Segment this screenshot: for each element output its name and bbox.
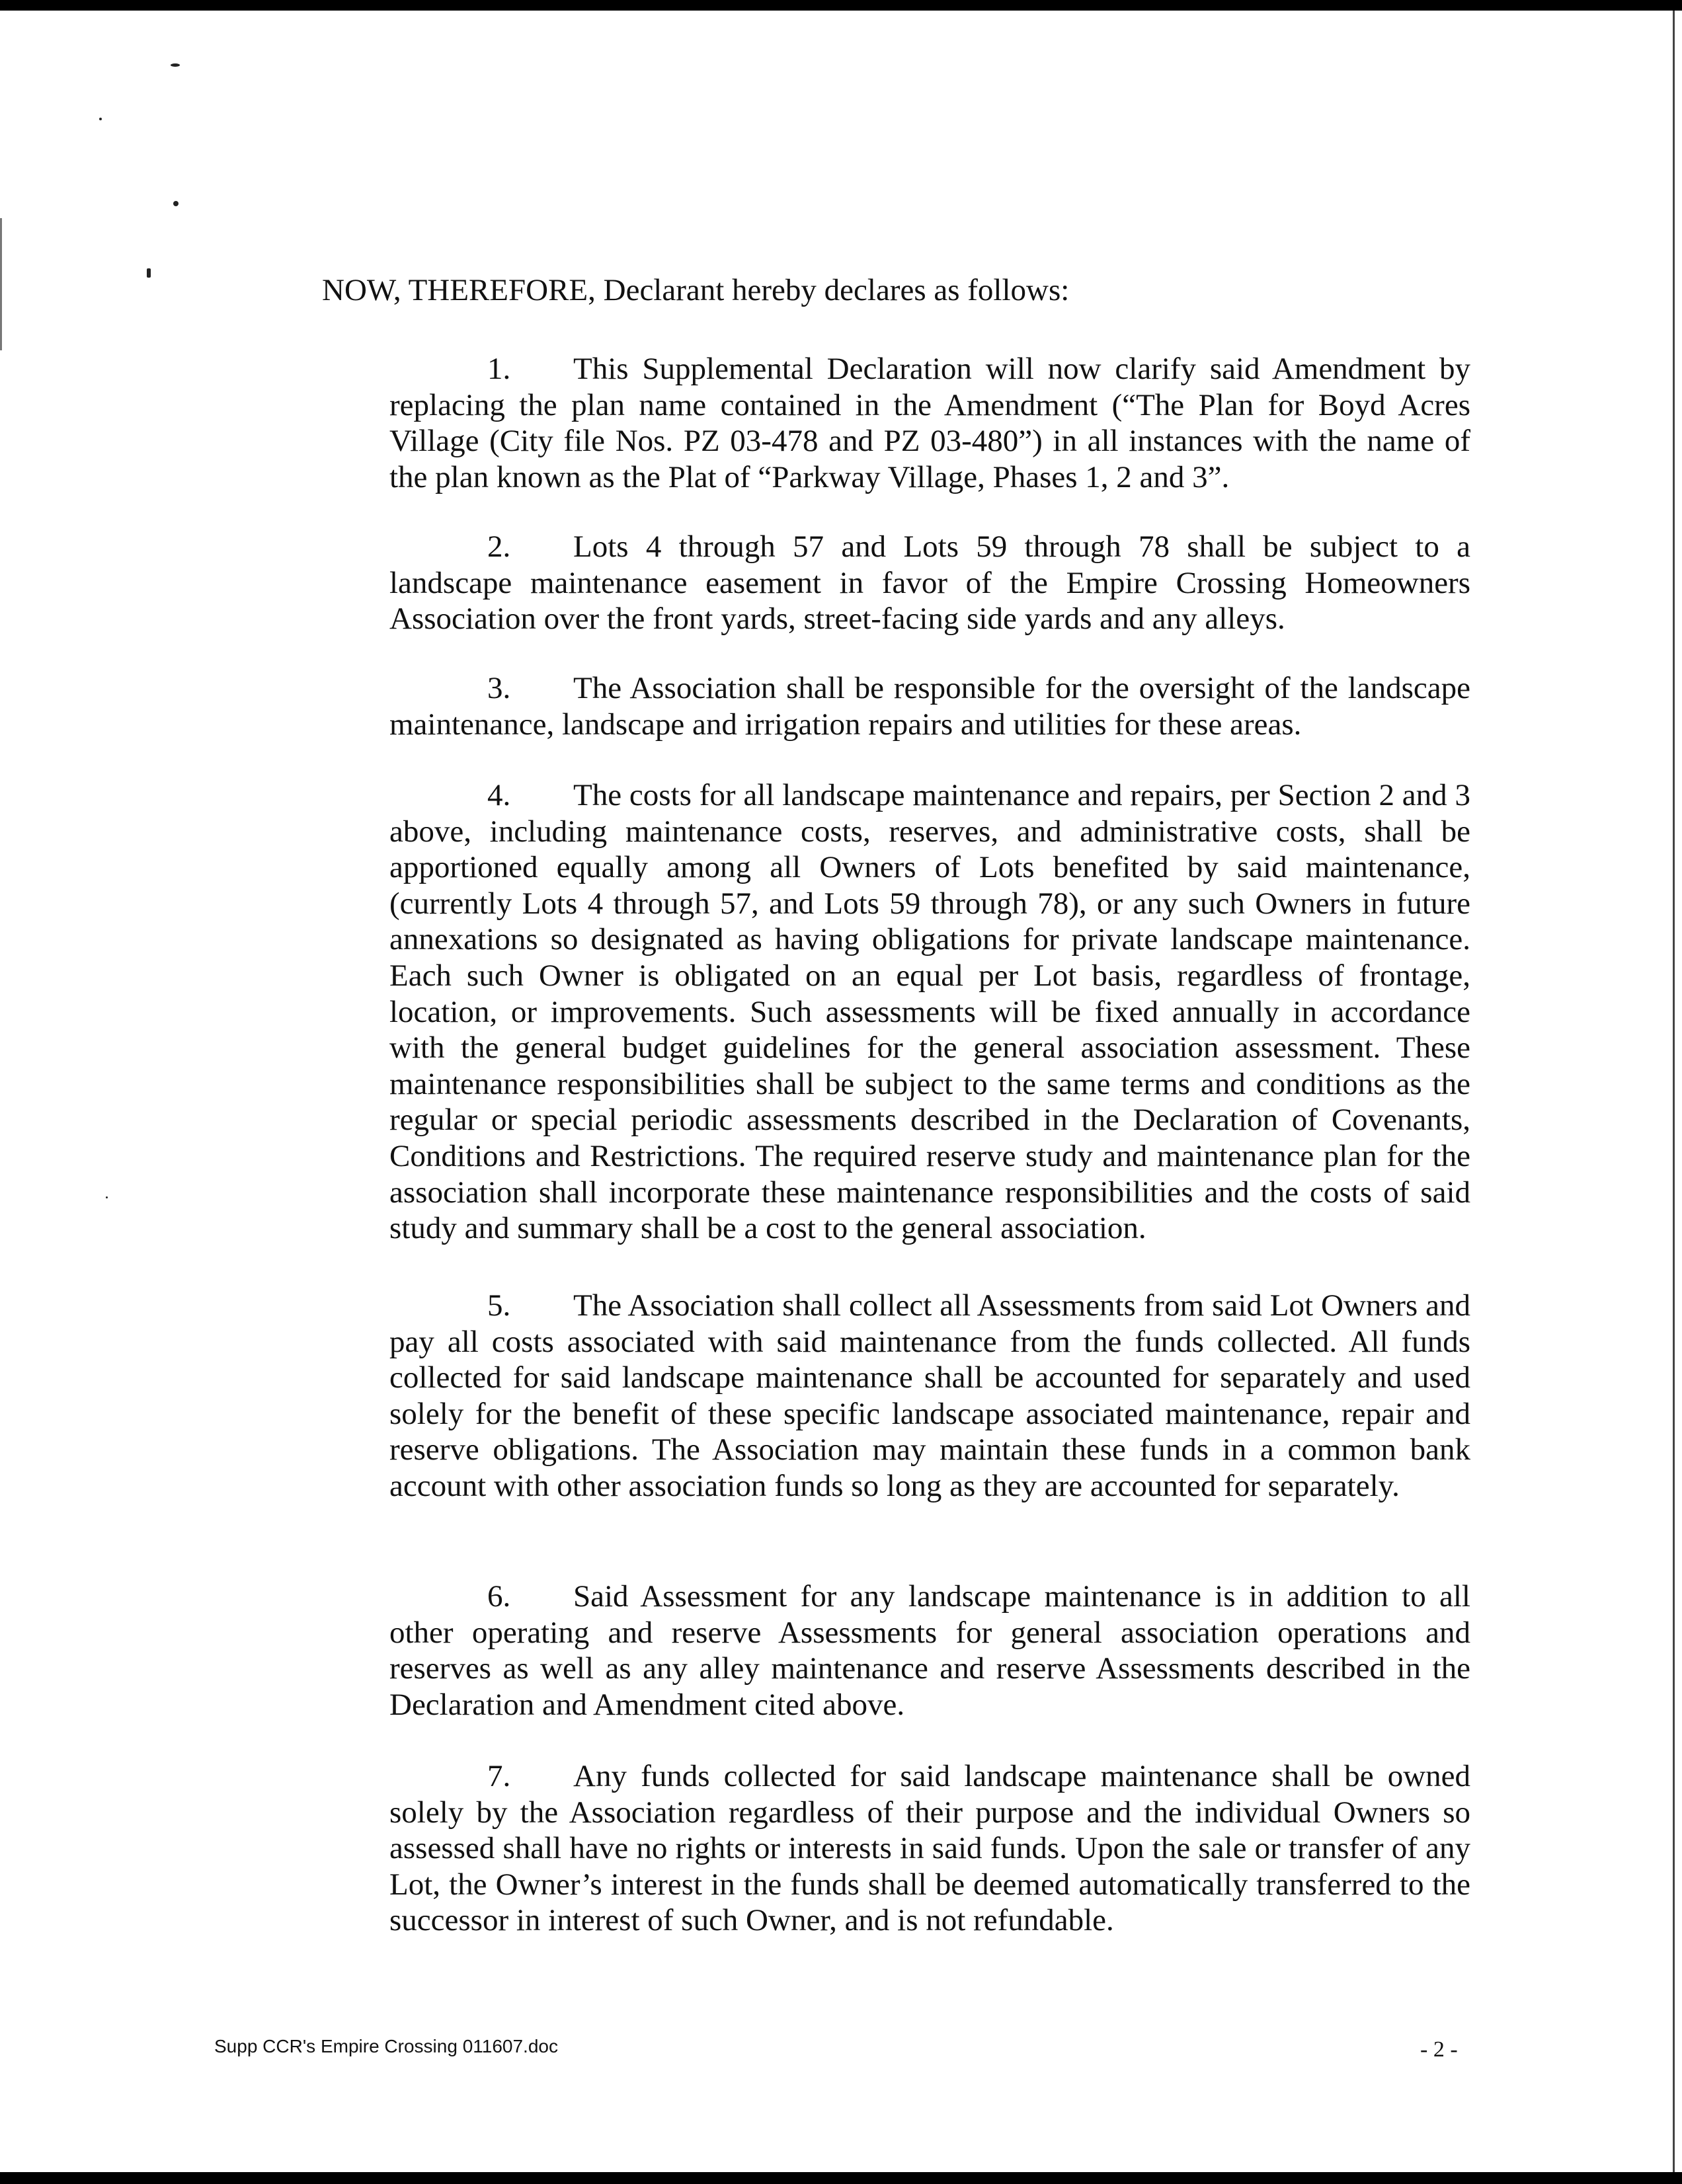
paragraph-number: 4. xyxy=(487,778,511,812)
scan-bottom-border xyxy=(0,2172,1682,2184)
paragraph-2 xyxy=(389,529,1470,637)
scan-left-edge xyxy=(0,218,2,350)
scan-right-edge xyxy=(1673,11,1675,2172)
footer-filename: Supp CCR's Empire Crossing 011607.doc xyxy=(214,2036,558,2056)
scan-speck xyxy=(147,268,151,278)
paragraph-3 xyxy=(389,670,1470,742)
paragraph-text: Any funds collected for said landscape maintenance shall be owned solely by the Association regardless of their purpose and the individual Owners so assessed shall have no rights or interests in said funds. Upon the sale or transfer of any Lot, the Owner’s interest in the funds shall be deemed automatically transferred to the successor in interest of such Owner, and is not refundable. xyxy=(389,1759,1470,1938)
scan-speck xyxy=(106,1196,108,1198)
paragraph-6 xyxy=(389,1579,1470,1723)
paragraph-number: 5. xyxy=(487,1288,511,1323)
scan-speck xyxy=(173,201,179,206)
intro-line: NOW, THEREFORE, Declarant hereby declares as follows: xyxy=(322,273,1070,307)
paragraph-number: 2. xyxy=(487,529,511,564)
paragraph-text: Said Assessment for any landscape maintenance is in addition to all other operating and reserve Assessments for general association operations and reserves as well as any alley maintenance and reserve Assessments described in the Declaration and Amendment cited above. xyxy=(389,1579,1470,1722)
paragraph-text: This Supplemental Declaration will now clarify said Amendment by replacing the plan name contained in the Amendment (“The Plan for Boyd Acres Village (City file Nos. PZ 03-478 and PZ 03-480”) in all instances with the name of the plan known as the Plat of “Parkway Village, Phases 1, 2 and 3”. xyxy=(389,352,1470,494)
paragraph-number: 7. xyxy=(487,1759,511,1793)
paragraph-text: The Association shall collect all Assessments from said Lot Owners and pay all costs associated with said maintenance from the funds collected. All funds collected for said landscape maintenance shall be accounted for separately and used solely for the benefit of these specific landscape associated maintenance, repair and reserve obligations. The Association may maintain these funds in a common bank account with other association funds so long as they are accounted for separately. xyxy=(389,1288,1470,1503)
scan-speck xyxy=(99,118,102,120)
paragraph-number: 6. xyxy=(487,1579,511,1614)
page-number: - 2 - xyxy=(1420,2037,1458,2062)
paragraph-number: 1. xyxy=(487,352,511,386)
paragraph-5 xyxy=(389,1288,1470,1504)
scan-speck xyxy=(171,63,180,67)
scan-top-border xyxy=(0,0,1682,11)
paragraph-text: Lots 4 through 57 and Lots 59 through 78 shall be subject to a landscape maintenance easement in favor of the Empire Crossing Homeowners Association over the front yards, street-facing side yards and any alleys. xyxy=(389,529,1470,637)
paragraph-4 xyxy=(389,777,1470,1247)
paragraph-text: The costs for all landscape maintenance and repairs, per Section 2 and 3 above, including maintenance costs, reserves, and administrative costs, shall be apportioned equally among all Owners of Lots benefited by said maintenance, (currently Lots 4 through 57, and Lots 59 through 78), or any such Owners in future annexations so designated as having obligations for private landscape maintenance. Each such Owner is obligated on an equal per Lot basis, regardless of frontage, location, or improvements. Such assessments will be fixed annually in accordance with the general budget guidelines for the general association assessment. These maintenance responsibilities shall be subject to the same terms and conditions as the regular or special periodic assessments described in the Declaration of Covenants, Conditions and Restrictions. The required reserve study and maintenance plan for the association shall incorporate these maintenance responsibilities and the costs of said study and summary shall be a cost to the general association. xyxy=(389,778,1470,1246)
paragraph-7 xyxy=(389,1758,1470,1939)
paragraph-1 xyxy=(389,351,1470,495)
paragraph-text: The Association shall be responsible for the oversight of the landscape maintenance, landscape and irrigation repairs and utilities for these areas. xyxy=(389,671,1470,742)
paragraph-number: 3. xyxy=(487,671,511,705)
